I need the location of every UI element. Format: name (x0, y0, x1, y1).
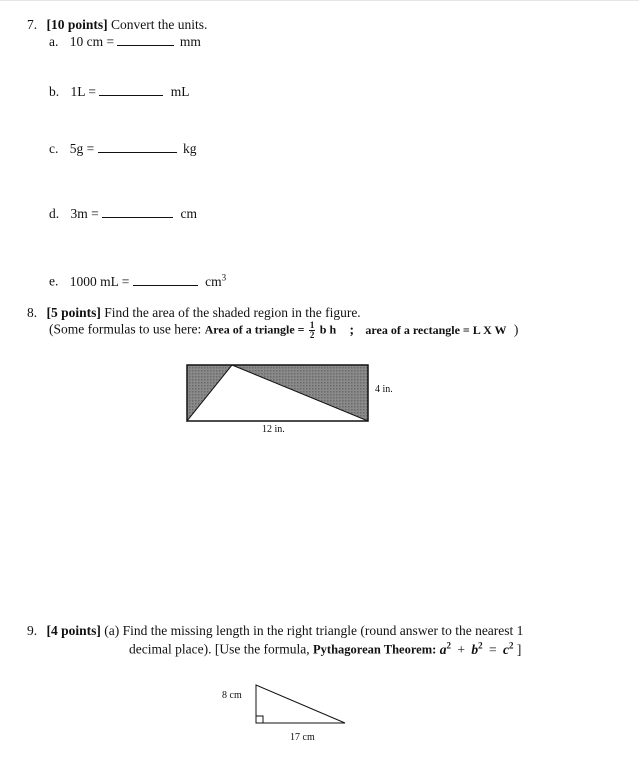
one-half-fraction: $\frac{1}{2}$ (309, 320, 315, 340)
leg-label: 8 cm (222, 690, 242, 701)
answer-blank[interactable] (99, 84, 163, 96)
item-expression: 10 cm = (69, 34, 115, 49)
q8-number: 8. (27, 305, 38, 320)
item-unit: mL (170, 84, 190, 99)
pythagorean-equation: $a^2 + b^2 = c^2$ ] (439, 640, 522, 657)
formula-separator: ; (349, 321, 355, 337)
q8-heading (27, 305, 361, 321)
width-label: 12 in. (262, 424, 285, 435)
page-top-border (0, 0, 639, 1)
shaded-triangle-left (187, 365, 232, 421)
answer-blank[interactable] (98, 141, 177, 153)
item-expression: 3m = (70, 206, 99, 221)
q9-line2-text: decimal place). [Use the formula, (129, 641, 310, 657)
q8-points: [5 points] (46, 305, 101, 320)
q7-number: 7. (27, 17, 38, 32)
item-unit: kg (183, 141, 197, 156)
q7-item-b (49, 84, 189, 100)
base-label: 17 cm (290, 732, 315, 743)
unit-superscript: 3 (221, 272, 227, 282)
item-letter: e. (49, 273, 59, 289)
q7-item-c (49, 141, 197, 157)
q7-item-e (49, 272, 226, 290)
formula-close-paren: ) (513, 321, 519, 337)
q9-number: 9. (27, 623, 38, 638)
q7-prompt: Convert the units. (111, 17, 208, 32)
q9-prompt-line2 (129, 640, 521, 658)
rectangle-formula-label: area of a rectangle = L X W (365, 322, 507, 337)
q8-prompt: Find the area of the shaded region in the figure. (104, 305, 361, 320)
theorem-label: Pythagorean Theorem: (313, 642, 437, 657)
triangle-formula-label: Area of a triangle = (204, 322, 305, 337)
item-expression: 5g = (69, 141, 95, 156)
item-letter: b. (49, 84, 60, 99)
item-unit: $cm^3$ (205, 272, 227, 289)
formula-intro: (Some formulas to use here: (49, 321, 202, 337)
item-unit: mm (179, 34, 201, 49)
shaded-triangle-right (232, 365, 368, 421)
shaded-region-figure (180, 358, 410, 438)
answer-blank[interactable] (117, 34, 174, 46)
q9-points: [4 points] (46, 623, 101, 638)
q7-item-d (49, 206, 197, 222)
q9-prompt-line1: (a) Find the missing length in the right triangle (round answer to the nearest 1 (104, 623, 524, 638)
q7-item-a (49, 34, 201, 50)
item-unit: cm (180, 206, 197, 221)
height-label: 4 in. (375, 384, 393, 395)
item-expression: 1L = (70, 84, 96, 99)
item-letter: a. (49, 34, 59, 49)
item-letter: d. (49, 206, 60, 221)
q8-formulas (49, 321, 518, 340)
q7-heading (27, 17, 207, 33)
answer-blank[interactable] (102, 206, 173, 218)
q9-heading (27, 623, 523, 639)
item-letter: c. (49, 141, 59, 156)
item-expression: 1000 mL = (69, 273, 130, 289)
right-triangle (256, 685, 345, 723)
answer-blank[interactable] (133, 274, 198, 286)
right-triangle-figure (250, 680, 350, 730)
triangle-formula-vars: b h (319, 322, 337, 337)
q7-points: [10 points] (46, 17, 108, 32)
right-angle-marker (256, 716, 263, 723)
